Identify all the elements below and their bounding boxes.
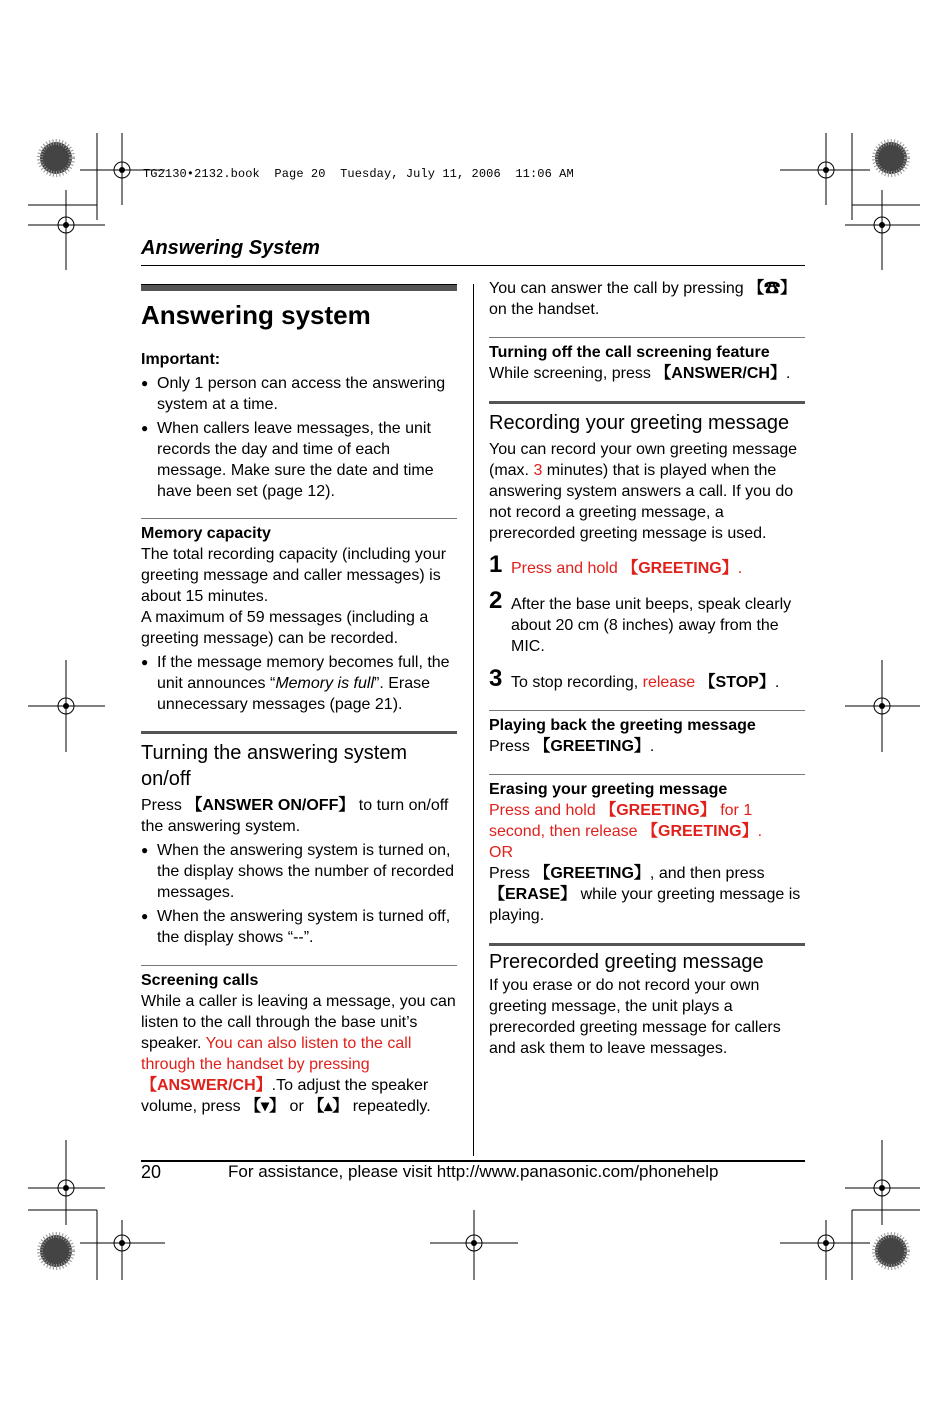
column-divider bbox=[473, 284, 474, 1156]
screening-text bbox=[141, 991, 457, 1117]
erase-text bbox=[489, 863, 805, 926]
assistance-text: For assistance, please visit http://www.panasonic.com/phonehelp bbox=[228, 1162, 719, 1181]
step-1-number: 1 bbox=[489, 551, 503, 578]
screening-text-1: While a caller is leaving a message, you can listen to the call through the base unit’s speaker. bbox=[141, 993, 456, 1052]
step-1-post: . bbox=[737, 560, 743, 577]
memory-text-2: A maximum of 59 messages (including a greeting message) can be recorded. bbox=[141, 609, 429, 647]
step-3-post: . bbox=[774, 674, 780, 691]
important-bullet-2: ● When callers leave messages, the unit records the day and time of each message. Make sure the date and time have been set (page 12). bbox=[141, 418, 457, 502]
onoff-post: to turn on/off the answering system. bbox=[141, 797, 449, 835]
playback-text bbox=[489, 736, 805, 757]
stop-key: 【STOP】 bbox=[695, 674, 775, 691]
step-2-text: After the base unit beeps, speak clearly about 20 cm (8 inches) away from the MIC. bbox=[511, 596, 792, 655]
step-3 bbox=[489, 665, 805, 693]
step-3-pre: To stop recording, bbox=[511, 674, 643, 691]
screenoff-pre: While screening, press bbox=[489, 365, 656, 382]
step-1 bbox=[489, 551, 805, 579]
section-rule bbox=[141, 518, 457, 519]
answer-onoff-key: 【ANSWER ON/OFF】 bbox=[186, 797, 355, 814]
section-rule bbox=[489, 774, 805, 775]
erase-or: OR bbox=[489, 844, 513, 861]
erase-red-2: for 1 second, then release bbox=[489, 802, 753, 840]
step-2-number: 2 bbox=[489, 587, 503, 614]
step-3-release: release bbox=[642, 674, 696, 691]
record-max-minutes: 3 bbox=[533, 462, 543, 479]
onoff-text bbox=[141, 795, 457, 837]
screening-red-text: You can also listen to the call through the handset by pressing bbox=[141, 1035, 412, 1073]
screenoff-post: . bbox=[785, 365, 791, 382]
record-heading: Recording your greeting message bbox=[489, 412, 790, 434]
erase-greeting-key-2: 【GREETING】 bbox=[642, 823, 758, 840]
left-column bbox=[141, 284, 457, 1117]
section-bar bbox=[489, 401, 805, 404]
erase-greeting-key-3: 【GREETING】 bbox=[534, 865, 650, 882]
page-number: 20 bbox=[141, 1162, 162, 1182]
onoff-bullet-2: ● When the answering system is turned off, the display shows “--”. bbox=[141, 906, 457, 948]
screenoff-text bbox=[489, 363, 805, 384]
screenoff-heading: Turning off the call screening feature bbox=[489, 344, 770, 361]
section-rule bbox=[141, 965, 457, 966]
erase-key: 【ERASE】 bbox=[489, 886, 577, 903]
screening-heading: Screening calls bbox=[141, 972, 259, 989]
screening-or: or bbox=[285, 1098, 309, 1115]
section-rule bbox=[489, 337, 805, 338]
answer-post: on the handset. bbox=[489, 301, 600, 318]
record-text bbox=[489, 439, 805, 544]
title-bar bbox=[141, 284, 457, 291]
prerecorded-heading: Prerecorded greeting message bbox=[489, 951, 764, 973]
playback-heading: Playing back the greeting message bbox=[489, 717, 756, 734]
memory-full-message: Memory is full bbox=[275, 675, 374, 692]
header-rule bbox=[141, 265, 805, 266]
section-bar bbox=[141, 731, 457, 734]
screening-text-2: .To adjust the speaker volume, press bbox=[141, 1077, 429, 1115]
memory-bullet bbox=[141, 652, 457, 715]
prerecorded-text: If you erase or do not record your own greeting message, the unit plays a prerecorded greeting message for callers and ask them to leave messages. bbox=[489, 977, 781, 1057]
erase-greeting-key-1: 【GREETING】 bbox=[600, 802, 716, 819]
erase-red-1: Press and hold bbox=[489, 802, 601, 819]
screenoff-key: 【ANSWER/CH】 bbox=[655, 365, 786, 382]
screening-text-3: repeatedly. bbox=[348, 1098, 431, 1115]
important-label: Important: bbox=[141, 351, 221, 368]
onoff-bullet-1: ● When the answering system is turned on, the display shows the number of recorded messages. bbox=[141, 840, 457, 903]
page-title: Answering system bbox=[141, 300, 371, 330]
playback-post: . bbox=[649, 738, 655, 755]
playback-greeting-key: 【GREETING】 bbox=[534, 738, 650, 755]
memory-bullet-pre: If the message memory becomes full, the unit announces “ bbox=[157, 654, 450, 692]
answer-pre: You can answer the call by pressing bbox=[489, 280, 749, 297]
answer-call-text bbox=[489, 278, 805, 320]
print-info-line: TG2130•2132.book Page 20 Tuesday, July 11, 2006 11:06 AM bbox=[143, 167, 574, 181]
erase-pre: Press bbox=[489, 865, 535, 882]
memory-heading: Memory capacity bbox=[141, 525, 271, 542]
important-bullet-1: ● Only 1 person can access the answering system at a time. bbox=[141, 373, 457, 415]
talk-key: 【☎】 bbox=[748, 280, 797, 297]
erase-mid: , and then press bbox=[649, 865, 765, 882]
record-pre: You can record your own greeting message (max. bbox=[489, 441, 798, 479]
section-rule bbox=[489, 710, 805, 711]
erase-red-text bbox=[489, 800, 805, 842]
playback-pre: Press bbox=[489, 738, 535, 755]
step-3-number: 3 bbox=[489, 665, 503, 692]
running-head: Answering System bbox=[141, 237, 320, 259]
onoff-heading: Turning the answering system on/off bbox=[141, 742, 408, 790]
onoff-pre: Press bbox=[141, 797, 187, 814]
memory-text-1: The total recording capacity (including your greeting message and caller messages) is about 15 minutes. bbox=[141, 546, 447, 605]
volume-up-key: 【▴】 bbox=[308, 1098, 349, 1115]
section-bar bbox=[489, 943, 805, 946]
erase-post: while your greeting message is playing. bbox=[489, 886, 801, 924]
greeting-key: 【GREETING】 bbox=[622, 560, 738, 577]
step-2 bbox=[489, 587, 805, 657]
step-1-text: Press and hold bbox=[511, 560, 623, 577]
memory-bullet-post: ”. Erase unnecessary messages (page 21). bbox=[157, 675, 431, 713]
erase-heading: Erasing your greeting message bbox=[489, 781, 728, 798]
erase-red-3: . bbox=[757, 823, 763, 840]
right-column bbox=[489, 278, 805, 1059]
answer-ch-key: 【ANSWER/CH】 bbox=[141, 1077, 272, 1094]
volume-down-key: 【▾】 bbox=[245, 1098, 286, 1115]
record-post: minutes) that is played when the answering system answers a call. If you do not record a greeting message, a prerecorded greeting message is used. bbox=[489, 462, 794, 542]
